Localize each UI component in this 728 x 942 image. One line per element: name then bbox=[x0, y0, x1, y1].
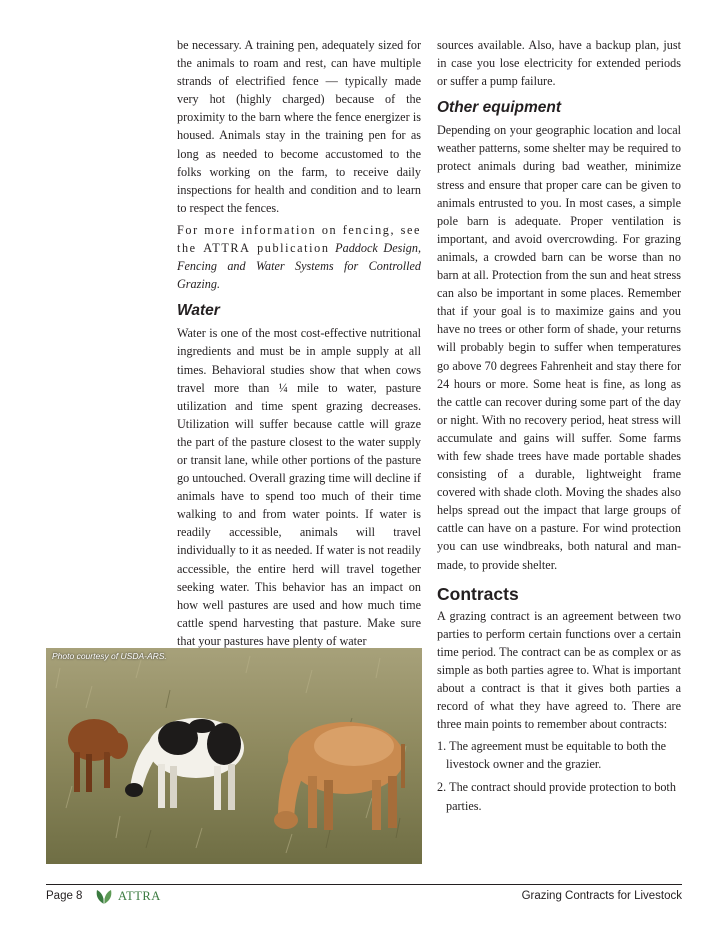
list-item bbox=[437, 737, 681, 773]
fencing-reference-paragraph bbox=[177, 221, 421, 293]
list-item-number: 2. bbox=[437, 780, 447, 795]
publication-title: Grazing Contracts for Livestock bbox=[521, 890, 682, 902]
photo-credit: Photo courtesy of USDA-ARS. bbox=[52, 651, 167, 661]
list-item bbox=[437, 778, 681, 814]
other-equipment-paragraph: Depending on your geographic location and local weather patterns, some shelter may be required to protect animals during bad weather, minimize stress and ensure that proper care can be given to animals entrusted to you. In most cases, a simple pole barn is adequate. Proper ventilation is important, and avoid overcrowding. For grazing animals, a crowded barn can be worse than no barn at all. Protection from the sun and heat stress can also be important in some places. Remember that if your goal is to maximize gains and you have no trees or other form of shade, your returns will probably begin to suffer when temperatures go above 70 degrees Fahrenheit and stay there for 24 hours or more. Some heat is fine, as long as the cattle can recover during some part of the day or night. With no recovery period, heat stress will accumulate and gains will suffer. Some farms with few shade trees have made portable shades consisting of a durable, lightweight frame covered with shade cloth. Moving the shades also helps spread out the impact that large groups of cattle can have on a pasture. For wind protection you can use windbreaks, both natural and man-made, to provide shelter. bbox=[437, 123, 681, 572]
list-item-text: The contract should provide protection to both parties. bbox=[446, 780, 676, 813]
list-item-text: The agreement must be equitable to both the livestock owner and the grazier. bbox=[446, 739, 667, 772]
fencing-reference-text: For more information on fencing, see the ATTRA publication bbox=[177, 222, 421, 256]
right-column bbox=[437, 36, 681, 820]
training-pen-paragraph: be necessary. A training pen, adequately sized for the animals to roam and rest, can have multiple strands of electrified fence — typically made very hot (highly charged) because of the proximity to the barn where the fence energizer is housed. Animals stay in the training pen for as long as needed to become accustomed to the folks working on the farm, to receive daily inspections for health and condition and to learn to respect the fences. bbox=[177, 38, 421, 215]
middle-column bbox=[177, 36, 421, 650]
contract-points-list bbox=[437, 737, 681, 814]
other-equipment-heading: Other equipment bbox=[437, 99, 562, 117]
footer-divider bbox=[46, 884, 682, 885]
backup-plan-paragraph: sources available. Also, have a backup plan, just in case you lose electricity for extended periods or suffer a pump failure. bbox=[437, 38, 681, 89]
contracts-heading: Contracts bbox=[437, 583, 519, 604]
cattle-grazing-photo bbox=[46, 648, 422, 864]
water-paragraph: Water is one of the most cost-effective nutritional ingredients and must be in ample supply at all times. Behavioral studies show that when cows travel more than ¼ mile to water, pasture utilization and time spent grazing decreases. Utilization will suffer because cattle will graze the part of the pasture closest to the water supply or transit lane, while other portions of the pasture go untouched. Overall grazing time will decline if animals have to spend too much of their time walking to and from water points. If water is readily accessible, animals will travel individually to it as needed. If water is not readily accessible, the entire herd will travel together seeking water. This behavior has an impact on how well pastures are used and how much time cattle spend harvesting that pasture. Make sure that your pastures have plenty of water bbox=[177, 326, 421, 648]
cattle-photo-illustration bbox=[46, 648, 422, 864]
attra-logo-text: ATTRA bbox=[118, 889, 161, 903]
attra-leaf-icon bbox=[94, 889, 114, 905]
water-heading: Water bbox=[177, 302, 220, 320]
list-item-number: 1. bbox=[437, 739, 447, 754]
publication-title-link[interactable]: Paddock Design, Fencing and Water Systems for Controlled Grazing. bbox=[177, 241, 422, 292]
page-number: Page 8 bbox=[46, 890, 83, 902]
contracts-paragraph: A grazing contract is an agreement between two parties to perform certain functions over a certain time period. The contract can be as complex or as simple as both parties agree to. What is important about a contract is that it gives both parties a record of what they have agreed to. There are three main points to remember about contracts: bbox=[437, 608, 681, 732]
